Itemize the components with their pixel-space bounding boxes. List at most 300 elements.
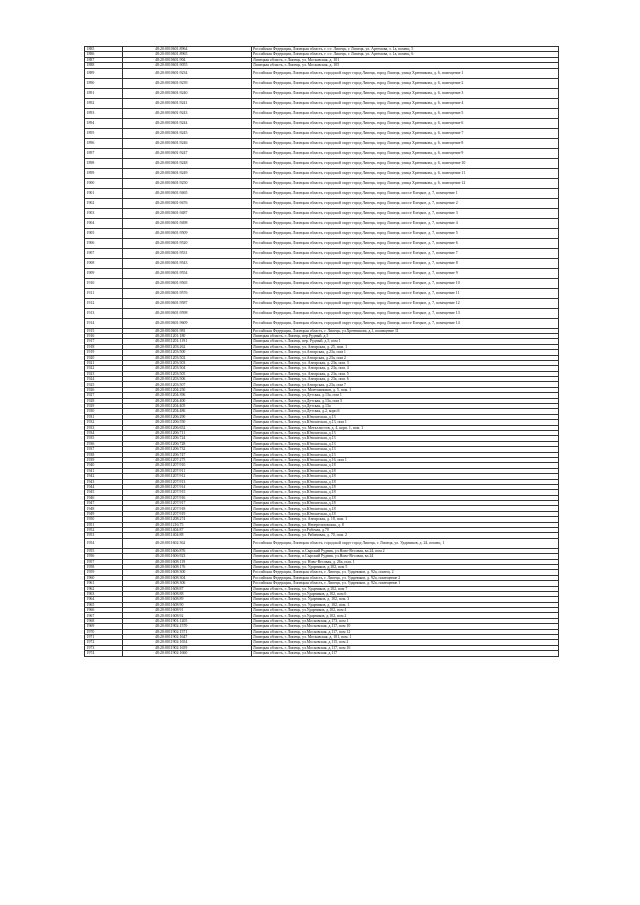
row-number: 1886 xyxy=(85,52,123,57)
address: Российская Федерация, Липецкая область, городской округ город Липецк, город Липецк, шоссе Елецкое, д. 7, помещение 2 xyxy=(251,198,558,208)
row-number: 1961 xyxy=(85,581,123,586)
address: Липецкая область, г. Липецк, ул. Ангарская, д. 23а, пом. 4 xyxy=(251,366,558,371)
cadastral-number: 48:20:0010601:9543 xyxy=(123,258,252,268)
address: Липецкая область, г. Липецк, ул.Юношеская, д.16, пом 1 xyxy=(251,457,558,462)
address: Российская Федерация, Липецкая область, городской округ город Липецк, город Липецк, шоссе Елецкое, д. 7, помещение 9 xyxy=(251,268,558,278)
row-number: 1897 xyxy=(85,148,123,158)
address: Липецкая область, г. Липецк, ул. Рябиновая, д. 70, пом. 2 xyxy=(251,533,558,538)
address: Липецкая область, г. Липецк, ул. Ново-Весовая, д. 26а, пом. 1 xyxy=(251,559,558,564)
row-number: 1930 xyxy=(85,409,123,414)
address: Липецкая область, г. Липецк, ул.Московская, д.117, пом 12 xyxy=(251,629,558,634)
cadastral-number: 48:20:0010601:8965 xyxy=(123,52,252,57)
address: Российская Федерация, Липецкая область, городской округ город Липецк, город Липецк, улица Хренникова, д. 6, помещение 6 xyxy=(251,118,558,128)
row-number: 1944 xyxy=(85,484,123,489)
address: Липецкая область, г. Липецк, ул.Детская, д.13а, пом 1 xyxy=(251,393,558,398)
table-row xyxy=(85,138,559,148)
row-number: 1968 xyxy=(85,618,123,623)
address: Российская Федерация, Липецкая область, городской округ город Липецк, город Липецк, улица Хренникова, д. 6, помещение 3 xyxy=(251,88,558,98)
row-number: 1910 xyxy=(85,278,123,288)
table-row xyxy=(85,248,559,258)
row-number: 1890 xyxy=(85,78,123,88)
row-number: 1898 xyxy=(85,158,123,168)
table-row xyxy=(85,158,559,168)
address: Липецкая область, г. Липецк, ул.Московская, д.115, пом 2 xyxy=(251,640,558,645)
cadastral-number: 48:20:0010601:9520 xyxy=(123,238,252,248)
cadastral-number: 48:20:0010601:9576 xyxy=(123,288,252,298)
cadastral-number: 48:20:0011902:1570 xyxy=(123,624,252,629)
address: Липецкая область, г. Липецк, ул. Ангарская, д. 23а, пом. 3 xyxy=(251,360,558,365)
address: Липецкая область, г. Липецк, ул.Ангарская, д.23а, пом 2 xyxy=(251,355,558,360)
row-number: 1973 xyxy=(85,645,123,650)
cadastral-number: 48:20:0010601:9055 xyxy=(123,63,252,68)
address: Российская Федерация, Липецкая область, городской округ город Липецк, город Липецк, улица Хренникова, д. 6, помещение 11 xyxy=(251,168,558,178)
address: Липецкая область, г. Липецк, ул.Ударников, д.102, пом 6 xyxy=(251,591,558,596)
cadastral-number: 48:20:0011608:119 xyxy=(123,559,252,564)
cadastral-number: 48:20:0011207:915 xyxy=(123,490,252,495)
table-row xyxy=(85,298,559,308)
table-row xyxy=(85,538,559,548)
table-row xyxy=(85,238,559,248)
row-number: 1906 xyxy=(85,238,123,248)
table-row xyxy=(85,268,559,278)
row-number: 1903 xyxy=(85,208,123,218)
address: Липецкая область, г. Липецк, ул.Детская, д.2, корп.6 xyxy=(251,409,558,414)
address: Липецкая область, г. Липецк, ул. Ангарская, д. 25, пом. 1 xyxy=(251,344,558,349)
cadastral-number: 48:20:0011404:88 xyxy=(123,533,252,538)
table-row xyxy=(85,288,559,298)
row-number: 1950 xyxy=(85,517,123,522)
row-number: 1892 xyxy=(85,98,123,108)
row-number: 1939 xyxy=(85,457,123,462)
address: Липецкая область, г. Липецк, ул.Юношеская, д.18 xyxy=(251,463,558,468)
cadastral-number: 48:20:0010601:9587 xyxy=(123,298,252,308)
address: Липецкая область, г. Липецк, ул.Юношеская, д.13 xyxy=(251,452,558,457)
cadastral-number: 48:20:0011204:405 xyxy=(123,404,252,409)
table-body xyxy=(85,47,559,657)
address: Российская Федерация, Липецкая область, городской округ город Липецк, город Липецк, шоссе Елецкое, д. 7, помещение 13 xyxy=(251,308,558,318)
row-number: 1942 xyxy=(85,474,123,479)
row-number: 1952 xyxy=(85,528,123,533)
address: Липецкая область, г. Липецк, ул. Ангарская, д. 23а, пом. 6 xyxy=(251,377,558,382)
row-number: 1967 xyxy=(85,613,123,618)
cadastral-number: 48:20:0011608:87 xyxy=(123,586,252,591)
address: Российская Федерация, Липецкая область, городской округ город Липецк, город Липецк, шоссе Елецкое, д. 7, помещение 3 xyxy=(251,208,558,218)
cadastral-number: 48:20:0010601:9465 xyxy=(123,188,252,198)
row-number: 1932 xyxy=(85,420,123,425)
address: Липецкая область, г. Липецк, ул. Московская, д. 105 xyxy=(251,63,558,68)
row-number: 1905 xyxy=(85,228,123,238)
cadastral-number: 48:20:0010601:9609 xyxy=(123,318,252,328)
row-number: 1935 xyxy=(85,436,123,441)
row-number: 1925 xyxy=(85,382,123,387)
address: Российская Федерация, Липецкая область, городской округ город Липецк, город Липецк, улица Хренникова, д. 6, помещение 2 xyxy=(251,78,558,88)
cadastral-number: 48:20:0011207:910 xyxy=(123,463,252,468)
row-number: 1960 xyxy=(85,575,123,580)
row-number: 1951 xyxy=(85,522,123,527)
cadastral-number: 48:20:0011204:400 xyxy=(123,398,252,403)
cadastral-number: 48:20:0010601:9246 xyxy=(123,138,252,148)
cadastral-number: 48:20:0010601:9244 xyxy=(123,118,252,128)
cadastral-number: 48:20:0011204:250 xyxy=(123,387,252,392)
address: Российская Федерация, Липецкая область, городской округ город Липецк, город Липецк, улица Хренникова, д. 6, помещение 7 xyxy=(251,128,558,138)
cadastral-number: 48:20:0011608:90 xyxy=(123,602,252,607)
cadastral-number: 48:20:0011207:916 xyxy=(123,495,252,500)
row-number: 1962 xyxy=(85,586,123,591)
cadastral-number: 48:20:0011203:506 xyxy=(123,377,252,382)
address: Российская Федерация, Липецкая область, городской округ город Липецк, город Липецк, шоссе Елецкое, д. 7, помещение 12 xyxy=(251,298,558,308)
table-row xyxy=(85,258,559,268)
table-row xyxy=(85,98,559,108)
address: Липецкая область, г. Липецк, ул.Московская, д.117, пом 16 xyxy=(251,645,558,650)
cadastral-number: 48:20:0011902:1571 xyxy=(123,629,252,634)
table-row xyxy=(85,188,559,198)
address: Российская Федерация, Липецкая область, городской округ город Липецк, город Липецк, шоссе Елецкое, д. 7, помещение 1 xyxy=(251,188,558,198)
cadastral-number: 48:20:0010601:9565 xyxy=(123,278,252,288)
row-number: 1926 xyxy=(85,387,123,392)
cadastral-number: 48:20:0011208:274 xyxy=(123,517,252,522)
address: Липецкая область, г. Липецк, ул.Юношеская, д.13, пом 1 xyxy=(251,420,558,425)
table-row xyxy=(85,198,559,208)
row-number: 1909 xyxy=(85,268,123,278)
cadastral-number: 48:20:0011206:728 xyxy=(123,441,252,446)
address: Российская Федерация, Липецкая область, г. о г. Липецк, г. Липецк, ул. Артемова, з. 1а, помещ. 6 xyxy=(251,52,558,57)
row-number: 1901 xyxy=(85,188,123,198)
row-number: 1902 xyxy=(85,198,123,208)
cadastral-number: 48:20:0011203:504 xyxy=(123,366,252,371)
row-number: 1972 xyxy=(85,640,123,645)
cadastral-number: 48:20:0011206:732 xyxy=(123,447,252,452)
row-number: 1913 xyxy=(85,308,123,318)
table-row xyxy=(85,88,559,98)
cadastral-number: 48:20:0011902:1654 xyxy=(123,640,252,645)
row-number: 1920 xyxy=(85,355,123,360)
address: Липецкая область, г. Липецк, ул. Ангарская, д. 23а, пом. 5 xyxy=(251,371,558,376)
address: Липецкая область, г. Липецк, ул. Ударников, д. 102, пом. 1 xyxy=(251,602,558,607)
row-number: 1940 xyxy=(85,463,123,468)
cadastral-number: 48:20:0011203:502 xyxy=(123,355,252,360)
cadastral-number: 48:20:0010601:9240 xyxy=(123,88,252,98)
cadastral-number: 48:20:0011606:876 xyxy=(123,548,252,553)
row-number: 1955 xyxy=(85,548,123,553)
address: Липецкая область, г. Липецк, ул.Московская, д.117 xyxy=(251,651,558,656)
address: Липецкая область, г. Липецк, пер. Рудный, д.5, пом 1 xyxy=(251,339,558,344)
row-number: 1959 xyxy=(85,570,123,575)
cadastral-number: 48:20:0011606:923 xyxy=(123,554,252,559)
address: Липецкая область, г. Липецк, ул. Неперелазовская, д. 8 xyxy=(251,522,558,527)
row-number: 1899 xyxy=(85,168,123,178)
address: Липецкая область, г. Липецк, ул. Ангарская, д. 18, пом. 1 xyxy=(251,517,558,522)
row-number: 1908 xyxy=(85,258,123,268)
cadastral-number: 48:20:0011608:300 xyxy=(123,570,252,575)
cadastral-number: 48:20:0010601:9487 xyxy=(123,208,252,218)
address: Липецкая область, г. Липецк, п.Сырский Рудник, ул.Ново-Весовая, вл.24 xyxy=(251,554,558,559)
cadastral-number: 48:20:0010601:9250 xyxy=(123,178,252,188)
table-row xyxy=(85,128,559,138)
cadastral-number: 48:20:0011902:1659 xyxy=(123,645,252,650)
table-row xyxy=(85,108,559,118)
address: Российская Федерация, Липецкая область, городской округ город Липецк, город Липецк, улица Хренникова, д. 6, помещение 1 xyxy=(251,68,558,78)
address: Липецкая область, г. Липецк, ул.Ударников, д.102, пом 4 xyxy=(251,608,558,613)
cadastral-number: 48:20:0011404:87 xyxy=(123,528,252,533)
address: Российская Федерация, Липецкая область, городской округ город Липецк, город Липецк, улица Хренникова, д. 6, помещение 9 xyxy=(251,148,558,158)
cadastral-number: 48:20:0011204:396 xyxy=(123,393,252,398)
row-number: 1916 xyxy=(85,333,123,338)
row-number: 1904 xyxy=(85,218,123,228)
cadastral-number: 48:20:0011207:917 xyxy=(123,501,252,506)
row-number: 1896 xyxy=(85,138,123,148)
cadastral-number: 48:20:0010601:9239 xyxy=(123,78,252,88)
cadastral-number: 48:20:0010601:9234 xyxy=(123,68,252,78)
cadastral-number: 48:20:0010601:9243 xyxy=(123,108,252,118)
row-number: 1914 xyxy=(85,318,123,328)
address: Липецкая область, г. Липецк, ул.Московская, д.173, пом 1 xyxy=(251,618,558,623)
row-number: 1964 xyxy=(85,597,123,602)
cadastral-number: 48:20:0011902:1647 xyxy=(123,635,252,640)
address: Российская Федерация, Липецкая область, г. о г. Липецк, г. Липецк, ул. Артемова, з. 1а, помещ. 5 xyxy=(251,47,558,52)
address: Российская Федерация, Липецкая область, г. Липецк, ул. Ударников, д. 92а, помещ. 2 xyxy=(251,570,558,575)
address: Липецкая область, г. Липецк, ул.Юношеская, д.13 xyxy=(251,441,558,446)
address: Российская Федерация, Липецкая область, г. Липецк, ул. Ударников, д. 92а, помещение 1 xyxy=(251,581,558,586)
row-number: 1958 xyxy=(85,564,123,569)
row-number: 1953 xyxy=(85,533,123,538)
address: Липецкая область, г. Липецк, ул. Ударников, д.102, пом 5 xyxy=(251,564,558,569)
cadastral-number: 48:20:0011608:92 xyxy=(123,613,252,618)
address: Российская Федерация, Липецкая область, городской округ город Липецк, г. Липецк, ул. Ударников, д. 24, помещ. 1 xyxy=(251,538,558,548)
address: Липецкая область, г. Липецк, ул.Юношеская, д.13 xyxy=(251,414,558,419)
address: Липецкая область, г. Липецк, ул. Металлистов, д. 4, корп. 1, пом. 1 xyxy=(251,425,558,430)
address: Липецкая область, г. Липецк, п.Сырский Рудник, ул.Ново-Весовая, вл.24, пом 2 xyxy=(251,548,558,553)
address: Российская Федерация, Липецкая область, городской округ город Липецк, город Липецк, шоссе Елецкое, д. 7, помещение 10 xyxy=(251,278,558,288)
address: Липецкая область, г. Липецк, ул.Юношеская, д.18 xyxy=(251,501,558,506)
cadastral-number: 48:20:0010601:904 xyxy=(123,57,252,62)
row-number: 1923 xyxy=(85,371,123,376)
cadastral-number: 48:20:0011602:362 xyxy=(123,538,252,548)
row-number: 1900 xyxy=(85,178,123,188)
cadastral-number: 48:20:0011203:500 xyxy=(123,350,252,355)
cadastral-number: 48:20:0011201:1191 xyxy=(123,339,252,344)
table-row xyxy=(85,178,559,188)
cadastral-number: 48:20:0011207:918 xyxy=(123,506,252,511)
cadastral-number: 48:20:0011203:503 xyxy=(123,360,252,365)
row-number: 1938 xyxy=(85,452,123,457)
row-number: 1946 xyxy=(85,495,123,500)
cadastral-number: 48:20:0010601:9509 xyxy=(123,228,252,238)
address: Российская Федерация, Липецкая область, городской округ город Липецк, город Липецк, шоссе Елецкое, д. 7, помещение 6 xyxy=(251,238,558,248)
address: Российская Федерация, Липецкая область, городской округ город Липецк, город Липецк, шоссе Елецкое, д. 7, помещение 4 xyxy=(251,218,558,228)
row-number: 1915 xyxy=(85,328,123,333)
address: Липецкая область, г. Липецк, ул.Юношеская, д.18 xyxy=(251,490,558,495)
address: Липецкая область, г. Липецк, ул.Ударников, д.102, пом 2 xyxy=(251,613,558,618)
table-row xyxy=(85,78,559,88)
address: Липецкая область, г. Липецк, ул.Юношеская, д.13 xyxy=(251,430,558,435)
table-row xyxy=(85,118,559,128)
row-number: 1941 xyxy=(85,468,123,473)
row-number: 1934 xyxy=(85,430,123,435)
cadastral-number: 48:20:0010601:9498 xyxy=(123,218,252,228)
cadastral-number: 48:20:0011203:505 xyxy=(123,371,252,376)
address: Липецкая область, г. Липецк, ул.Юношеская, д.13 xyxy=(251,436,558,441)
address: Российская Федерация, Липецкая область, городской округ город Липецк, город Липецк, шоссе Елецкое, д. 7, помещение 5 xyxy=(251,228,558,238)
cadastral-number: 48:20:0011201:180 xyxy=(123,333,252,338)
address: Липецкая область, г. Липецк, ул.Детская, д.13а, пом 3 xyxy=(251,398,558,403)
table-row xyxy=(85,148,559,158)
cadastral-number: 48:20:0011207:911 xyxy=(123,468,252,473)
cadastral-number: 48:20:0010601:9249 xyxy=(123,168,252,178)
cadastral-number: 48:20:0011902:1660 xyxy=(123,651,252,656)
cadastral-number: 48:20:0010601:9247 xyxy=(123,148,252,158)
row-number: 1895 xyxy=(85,128,123,138)
cadastral-number: 48:20:0010601:9241 xyxy=(123,98,252,108)
row-number: 1943 xyxy=(85,479,123,484)
address: Липецкая область, г. Липецк, ул.Рабочая, д.70 xyxy=(251,528,558,533)
row-number: 1957 xyxy=(85,559,123,564)
address: Липецкая область, г. Липецк, пер.Рудный, д.5 xyxy=(251,333,558,338)
address: Липецкая область, г. Липецк, ул.Ангарская, д.23а, пом 1 xyxy=(251,350,558,355)
row-number: 1965 xyxy=(85,602,123,607)
address: Липецкая область, г. Липецк, ул. Московская, д. 101, пом. 1 xyxy=(251,635,558,640)
cadastral-number: 48:20:0010601:9245 xyxy=(123,128,252,138)
row-number: 1974 xyxy=(85,651,123,656)
address: Российская Федерация, Липецкая область, городской округ город Липецк, город Липецк, улица Хренникова, д. 6, помещение 10 xyxy=(251,158,558,168)
address: Липецкая область, г. Липецк, ул. Ударников, д.102, пом 7 xyxy=(251,586,558,591)
cadastral-number: 48:20:0011206:711 xyxy=(123,430,252,435)
cadastral-number: 48:20:0011203:507 xyxy=(123,382,252,387)
cadastral-number: 48:20:0011207:913 xyxy=(123,479,252,484)
cadastral-number: 48:20:0011206:724 xyxy=(123,436,252,441)
row-number: 1933 xyxy=(85,425,123,430)
address: Липецкая область, г. Липецк, ул.Юношеская, д.18 xyxy=(251,479,558,484)
address: Российская Федерация, Липецкая область, городской округ город Липецк, город Липецк, шоссе Елецкое, д. 7, помещение 7 xyxy=(251,248,558,258)
row-number: 1929 xyxy=(85,404,123,409)
address: Липецкая область, г. Липецк, ул. Московская, д. 101 xyxy=(251,57,558,62)
row-number: 1937 xyxy=(85,447,123,452)
row-number: 1954 xyxy=(85,538,123,548)
address: Липецкая область, г. Липецк, ул.Ангарская, д.23а, пом 7 xyxy=(251,382,558,387)
row-number: 1919 xyxy=(85,350,123,355)
row-number: 1945 xyxy=(85,490,123,495)
cadastral-number: 48:20:0010601:8964 xyxy=(123,47,252,52)
table-row xyxy=(85,651,559,656)
row-number: 1969 xyxy=(85,624,123,629)
cadastral-number: 48:20:0011206:747 xyxy=(123,452,252,457)
address: Российская Федерация, Липецкая область, городской округ город Липецк, город Липецк, улица Хренникова, д. 6, помещение 12 xyxy=(251,178,558,188)
address: Российская Федерация, Липецкая область, г. Липецк, ул. Ударников, д. 92а, помещение 2 xyxy=(251,575,558,580)
row-number: 1928 xyxy=(85,398,123,403)
address: Липецкая область, г. Липецк, ул.Юношеская, д.18 xyxy=(251,495,558,500)
row-number: 1963 xyxy=(85,591,123,596)
cadastral-number: 48:20:0011206:652 xyxy=(123,425,252,430)
address: Липецкая область, г. Липецк, ул.Юношеская, д.18 xyxy=(251,468,558,473)
address: Российская Федерация, Липецкая область, городской округ город Липецк, город Липецк, шоссе Елецкое, д. 7, помещение 11 xyxy=(251,288,558,298)
row-number: 1888 xyxy=(85,63,123,68)
row-number: 1912 xyxy=(85,298,123,308)
row-number: 1922 xyxy=(85,366,123,371)
cadastral-number: 48:20:0011207:912 xyxy=(123,474,252,479)
cadastral-number: 48:20:0011608:91 xyxy=(123,608,252,613)
cadastral-number: 48:20:0011206:550 xyxy=(123,420,252,425)
row-number: 1917 xyxy=(85,339,123,344)
row-number: 1891 xyxy=(85,88,123,98)
cadastral-number: 48:20:0011203:262 xyxy=(123,344,252,349)
row-number: 1949 xyxy=(85,511,123,516)
address: Липецкая область, г. Липецк, ул.Юношеская, д.18 xyxy=(251,484,558,489)
row-number: 1948 xyxy=(85,506,123,511)
row-number: 1894 xyxy=(85,118,123,128)
cadastral-number: 48:20:0011207:275 xyxy=(123,457,252,462)
cadastral-number: 48:20:0011608:176 xyxy=(123,564,252,569)
address: Липецкая область, г. Липецк, ул. Ударников, д. 102, пом. 3 xyxy=(251,597,558,602)
row-number: 1885 xyxy=(85,47,123,52)
cadastral-number: 48:20:0010601:9598 xyxy=(123,308,252,318)
cadastral-number: 48:20:0010601:9248 xyxy=(123,158,252,168)
row-number: 1956 xyxy=(85,554,123,559)
row-number: 1936 xyxy=(85,441,123,446)
address: Липецкая область, г. Липецк, ул.Детская, д.13а xyxy=(251,404,558,409)
cadastral-number: 48:20:0011204:486 xyxy=(123,409,252,414)
table-row xyxy=(85,168,559,178)
row-number: 1931 xyxy=(85,414,123,419)
table-row xyxy=(85,318,559,328)
row-number: 1971 xyxy=(85,635,123,640)
address: Липецкая область, г. Липецк, ул.Юношеская, д.18 xyxy=(251,474,558,479)
row-number: 1918 xyxy=(85,344,123,349)
document-page xyxy=(84,46,556,657)
row-number: 1927 xyxy=(85,393,123,398)
address: Липецкая область, г. Липецк, ул.Московская, д.117, пом 10 xyxy=(251,624,558,629)
row-number: 1970 xyxy=(85,629,123,634)
row-number: 1921 xyxy=(85,360,123,365)
row-number: 1947 xyxy=(85,501,123,506)
address: Липецкая область, г. Липецк, ул.Юношеская, д.18 xyxy=(251,506,558,511)
address: Российская Федерация, Липецкая область, г. Липецк, ул.Хренникова, д.1, помещение 11 xyxy=(251,328,558,333)
cadastral-number: 48:20:0011216:75 xyxy=(123,522,252,527)
row-number: 1966 xyxy=(85,608,123,613)
row-number: 1887 xyxy=(85,57,123,62)
cadastral-number: 48:20:0011901:1205 xyxy=(123,618,252,623)
address: Липецкая область, г. Липецк, ул.Юношеская, д.18 xyxy=(251,511,558,516)
table-row xyxy=(85,278,559,288)
address: Липецкая область, г. Липецк, ул.Юношеская, д.13 xyxy=(251,447,558,452)
cadastral-number: 48:20:0010601:9531 xyxy=(123,248,252,258)
cadastral-number: 48:20:0011608:306 xyxy=(123,581,252,586)
cadastral-number: 48:20:0010601:9554 xyxy=(123,268,252,278)
cadastral-number: 48:20:0011608:304 xyxy=(123,575,252,580)
address: Российская Федерация, Липецкая область, городской округ город Липецк, город Липецк, шоссе Елецкое, д. 7, помещение 8 xyxy=(251,258,558,268)
cadastral-number: 48:20:0011207:914 xyxy=(123,484,252,489)
row-number: 1911 xyxy=(85,288,123,298)
address: Российская Федерация, Липецкая область, городской округ город Липецк, город Липецк, шоссе Елецкое, д. 7, помещение 14 xyxy=(251,318,558,328)
cadastral-number: 48:20:0010601:981 xyxy=(123,328,252,333)
table-row xyxy=(85,218,559,228)
address: Липецкая область, г. Липецк, ул. Монтажников, д. 5, пом. 1 xyxy=(251,387,558,392)
cadastral-number: 48:20:0011206:290 xyxy=(123,414,252,419)
row-number: 1924 xyxy=(85,377,123,382)
cadastral-table xyxy=(84,46,559,657)
table-row xyxy=(85,228,559,238)
cadastral-number: 48:20:0011608:89 xyxy=(123,597,252,602)
cadastral-number: 48:20:0010601:9476 xyxy=(123,198,252,208)
table-row xyxy=(85,308,559,318)
address: Российская Федерация, Липецкая область, городской округ город Липецк, город Липецк, улица Хренникова, д. 6, помещение 4 xyxy=(251,98,558,108)
table-row xyxy=(85,208,559,218)
row-number: 1889 xyxy=(85,68,123,78)
row-number: 1907 xyxy=(85,248,123,258)
address: Российская Федерация, Липецкая область, городской округ город Липецк, город Липецк, улица Хренникова, д. 6, помещение 8 xyxy=(251,138,558,148)
cadastral-number: 48:20:0011207:919 xyxy=(123,511,252,516)
table-row xyxy=(85,68,559,78)
address: Российская Федерация, Липецкая область, городской округ город Липецк, город Липецк, улица Хренникова, д. 6, помещение 5 xyxy=(251,108,558,118)
row-number: 1893 xyxy=(85,108,123,118)
